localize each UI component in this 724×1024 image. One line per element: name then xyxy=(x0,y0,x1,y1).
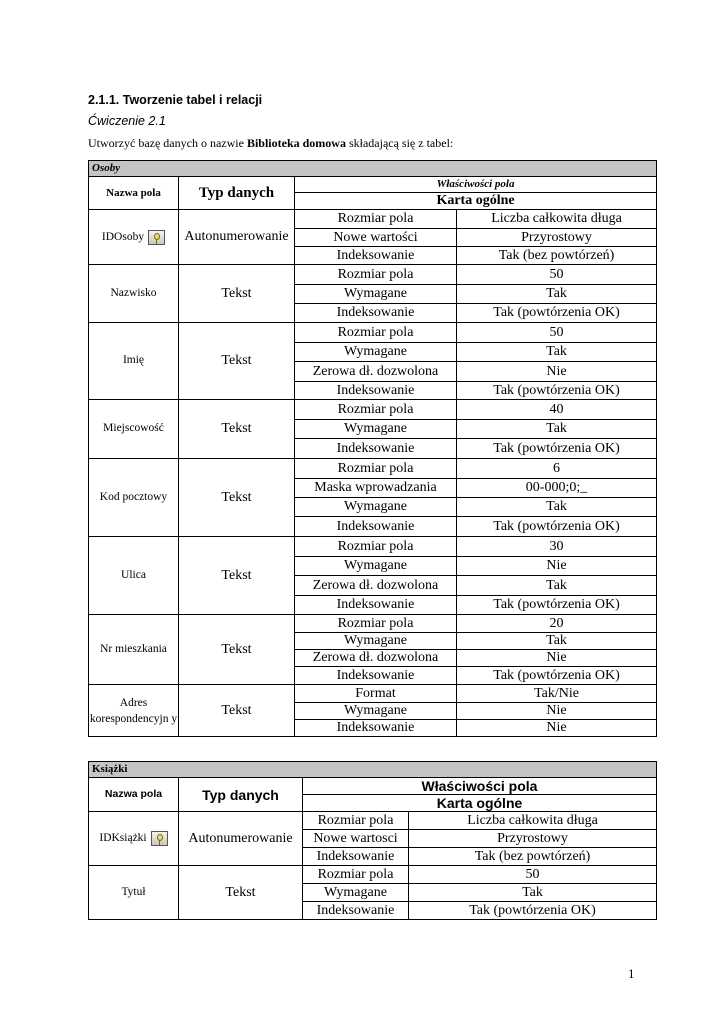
property-value: Nie xyxy=(457,557,657,576)
field-name-label: IDKsiążki xyxy=(99,832,147,845)
property-name: Indeksowanie xyxy=(303,902,409,920)
ksiazki-table xyxy=(88,761,657,920)
property-value: 50 xyxy=(457,323,657,343)
property-value: Tak (bez powtórzeń) xyxy=(457,247,657,265)
property-value: Tak (powtórzenia OK) xyxy=(409,902,657,920)
field-name-label: Nr mieszkania xyxy=(100,642,167,655)
property-name: Indeksowanie xyxy=(295,720,457,737)
property-name: Wymagane xyxy=(295,557,457,576)
field-name xyxy=(89,210,179,265)
property-value: 20 xyxy=(457,615,657,633)
exercise-title: Ćwiczenie 2.1 xyxy=(88,114,166,128)
property-value: Liczba całkowita długa xyxy=(409,812,657,830)
property-value: Nie xyxy=(457,703,657,720)
property-row xyxy=(89,812,657,830)
property-name: Indeksowanie xyxy=(295,439,457,459)
property-value: Przyrostowy xyxy=(409,830,657,848)
property-value: Tak (powtórzenia OK) xyxy=(457,596,657,615)
table-title: Osoby xyxy=(89,161,657,177)
property-value: Tak xyxy=(457,343,657,362)
property-name: Zerowa dł. dozwolona xyxy=(295,576,457,596)
property-value: Tak/Nie xyxy=(457,685,657,703)
field-data-type: Tekst xyxy=(179,537,295,615)
property-name: Rozmiar pola xyxy=(303,812,409,830)
primary-key-icon xyxy=(148,230,165,245)
property-row xyxy=(89,400,657,420)
property-name: Rozmiar pola xyxy=(295,459,457,479)
field-data-type: Autonumerowanie xyxy=(179,812,303,866)
field-name-label: IDOsoby xyxy=(101,230,145,243)
field-data-type: Tekst xyxy=(179,615,295,685)
field-name xyxy=(89,265,179,323)
property-value: Tak (powtórzenia OK) xyxy=(457,304,657,323)
property-value: Przyrostowy xyxy=(457,229,657,247)
header-field-properties: Właściwości pola xyxy=(295,177,657,193)
header-general-tab: Karta ogólne xyxy=(303,795,657,812)
property-value: 50 xyxy=(457,265,657,285)
intro-text: Utworzyć bazę danych o nazwie xyxy=(88,136,247,150)
field-name-label: Nazwisko xyxy=(110,286,157,299)
header-data-type: Typ danych xyxy=(179,177,295,210)
intro-text-end: składającą się z tabel: xyxy=(345,136,454,150)
property-name: Nowe wartości xyxy=(295,229,457,247)
property-name: Nowe wartosci xyxy=(303,830,409,848)
property-name: Indeksowanie xyxy=(295,517,457,537)
property-row xyxy=(89,323,657,343)
property-value: Tak xyxy=(409,884,657,902)
property-name: Indeksowanie xyxy=(295,667,457,685)
property-name: Indeksowanie xyxy=(303,848,409,866)
field-name xyxy=(89,400,179,459)
database-name: Biblioteka domowa xyxy=(246,136,346,150)
header-general-tab: Karta ogólne xyxy=(295,193,657,210)
property-value: Nie xyxy=(457,650,657,667)
property-name: Wymagane xyxy=(295,498,457,517)
property-value: Tak (powtórzenia OK) xyxy=(457,667,657,685)
field-data-type: Tekst xyxy=(179,323,295,400)
property-row xyxy=(89,685,657,703)
property-value: Nie xyxy=(457,362,657,382)
property-value: Tak xyxy=(457,285,657,304)
table-title: Książki xyxy=(89,762,657,778)
intro-paragraph xyxy=(88,136,453,151)
property-name: Zerowa dł. dozwolona xyxy=(295,362,457,382)
property-name: Rozmiar pola xyxy=(303,866,409,884)
property-value: Tak xyxy=(457,498,657,517)
property-name: Rozmiar pola xyxy=(295,400,457,420)
field-name-label: Adres korespondencyjn y xyxy=(89,696,178,725)
field-name xyxy=(89,323,179,400)
field-name-label: Miejscowość xyxy=(103,422,164,435)
field-name xyxy=(89,615,179,685)
property-value: 00-000;0;_ xyxy=(457,479,657,498)
field-data-type: Tekst xyxy=(179,400,295,459)
primary-key-icon xyxy=(151,831,168,846)
field-name xyxy=(89,537,179,615)
field-data-type: Autonumerowanie xyxy=(179,210,295,265)
property-name: Zerowa dł. dozwolona xyxy=(295,650,457,667)
property-name: Rozmiar pola xyxy=(295,265,457,285)
property-value: 40 xyxy=(457,400,657,420)
property-value: Tak (powtórzenia OK) xyxy=(457,439,657,459)
field-data-type: Tekst xyxy=(179,866,303,920)
property-row xyxy=(89,615,657,633)
header-field-properties: Właściwości pola xyxy=(303,778,657,795)
property-value: Tak (bez powtórzeń) xyxy=(409,848,657,866)
header-field-name: Nazwa pola xyxy=(89,177,179,210)
property-name: Wymagane xyxy=(295,703,457,720)
property-row xyxy=(89,265,657,285)
property-name: Format xyxy=(295,685,457,703)
property-value: Tak xyxy=(457,633,657,650)
property-name: Indeksowanie xyxy=(295,382,457,400)
property-name: Rozmiar pola xyxy=(295,537,457,557)
property-row xyxy=(89,537,657,557)
property-name: Indeksowanie xyxy=(295,304,457,323)
property-name: Wymagane xyxy=(295,285,457,304)
field-name xyxy=(89,866,179,920)
property-row xyxy=(89,210,657,229)
property-row xyxy=(89,459,657,479)
property-value: Tak xyxy=(457,420,657,439)
property-name: Wymagane xyxy=(295,633,457,650)
field-name xyxy=(89,685,179,737)
section-heading: 2.1.1. Tworzenie tabel i relacji xyxy=(88,93,263,107)
property-value: Nie xyxy=(457,720,657,737)
property-name: Rozmiar pola xyxy=(295,210,457,229)
property-name: Wymagane xyxy=(295,420,457,439)
property-value: 50 xyxy=(409,866,657,884)
property-value: Tak (powtórzenia OK) xyxy=(457,517,657,537)
property-row xyxy=(89,866,657,884)
property-value: 6 xyxy=(457,459,657,479)
field-name-label: Tytuł xyxy=(121,885,146,898)
field-name xyxy=(89,459,179,537)
property-name: Wymagane xyxy=(295,343,457,362)
property-name: Wymagane xyxy=(303,884,409,902)
property-name: Indeksowanie xyxy=(295,596,457,615)
field-data-type: Tekst xyxy=(179,685,295,737)
header-field-name: Nazwa pola xyxy=(89,778,179,812)
property-value: Tak xyxy=(457,576,657,596)
field-data-type: Tekst xyxy=(179,265,295,323)
property-name: Indeksowanie xyxy=(295,247,457,265)
property-value: Liczba całkowita długa xyxy=(457,210,657,229)
field-data-type: Tekst xyxy=(179,459,295,537)
osoby-table xyxy=(88,160,657,737)
property-name: Rozmiar pola xyxy=(295,323,457,343)
property-value: 30 xyxy=(457,537,657,557)
field-name-label: Kod pocztowy xyxy=(99,490,168,503)
page-number: 1 xyxy=(628,966,635,981)
property-name: Rozmiar pola xyxy=(295,615,457,633)
header-data-type: Typ danych xyxy=(179,778,303,812)
field-name-label: Ulica xyxy=(121,568,146,581)
field-name-label: Imię xyxy=(122,354,145,367)
field-name xyxy=(89,812,179,866)
property-name: Maska wprowadzania xyxy=(295,479,457,498)
property-value: Tak (powtórzenia OK) xyxy=(457,382,657,400)
